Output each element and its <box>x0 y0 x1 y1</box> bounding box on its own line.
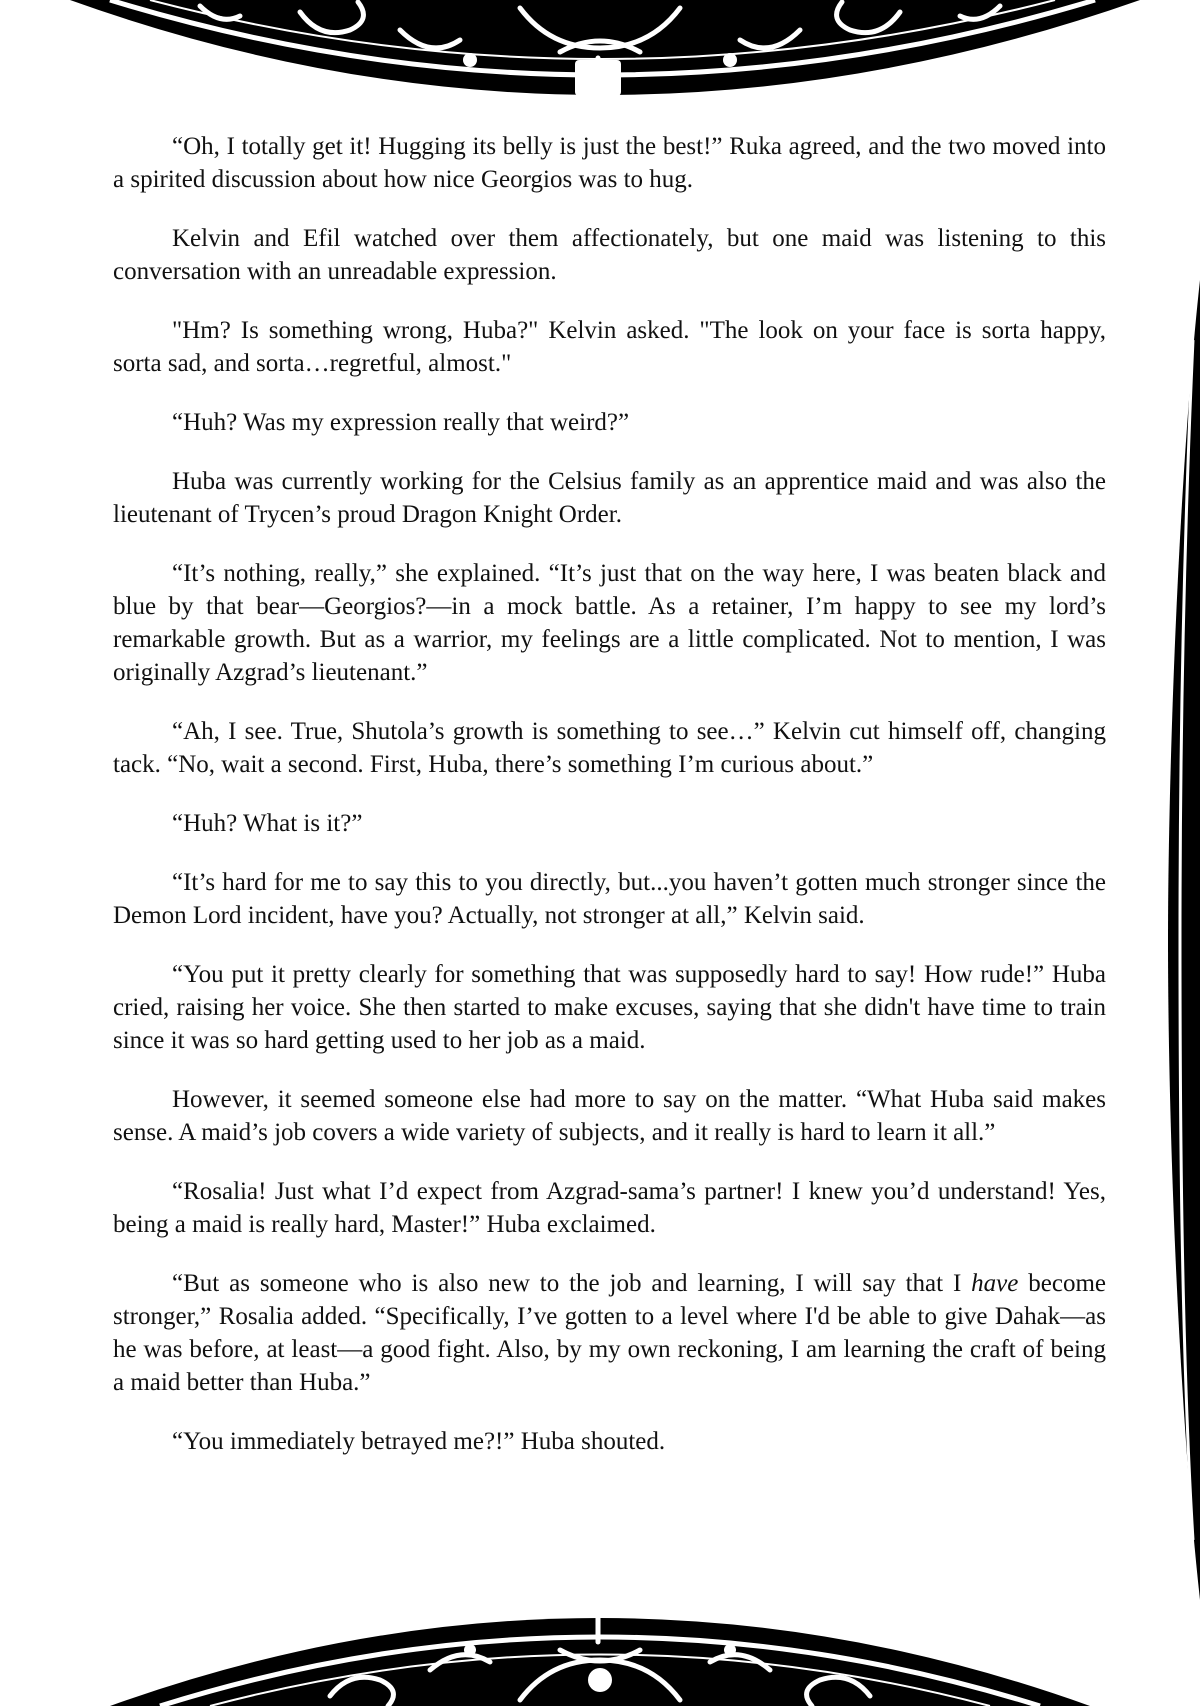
vertical-border-icon <box>1140 280 1200 1600</box>
paragraph: “It’s hard for me to say this to you directly, but...you haven’t gotten much stronger since the Demon Lord incident, have you? Actually, not stronger at all,” Kelvin said. <box>113 869 1106 929</box>
paragraph: "Hm? Is something wrong, Huba?" Kelvin asked. "The look on your face is sorta happy, sorta sad, and sorta…regretful, almost." <box>113 317 1106 377</box>
paragraph: “Ah, I see. True, Shutola’s growth is something to see…” Kelvin cut himself off, changing tack. “No, wait a second. First, Huba, there’s something I’m curious about.” <box>113 718 1106 778</box>
paragraph: Huba was currently working for the Celsius family as an apprentice maid and was also the lieutenant of Trycen’s proud Dragon Knight Order. <box>113 468 1106 528</box>
paragraph-text: become stronger,” Rosalia added. “Specifically, I’ve gotten to a level where I'd be able to give Dahak—as he was before, at least—a good fight. Also, by my own reckoning, I am learning the craft of being a maid better than Huba.” <box>113 1270 1106 1396</box>
paragraph: “Huh? Was my expression really that weird?” <box>172 409 630 436</box>
novel-text <box>113 130 1106 1484</box>
paragraph: “Huh? What is it?” <box>172 810 363 837</box>
paragraph: “Rosalia! Just what I’d expect from Azgrad-sama’s partner! I knew you’d understand! Yes, being a maid is really hard, Master!” Huba exclaimed. <box>113 1178 1106 1238</box>
paragraph: “You put it pretty clearly for something that was supposedly hard to say! How rude!” Huba cried, raising her voice. She then started to make excuses, saying that she didn't have time to train since it was so hard getting used to her job as a maid. <box>113 961 1106 1054</box>
paragraph: “Oh, I totally get it! Hugging its belly is just the best!” Ruka agreed, and the two moved into a spirited discussion about how nice Georgios was to hug. <box>113 133 1106 193</box>
ornamental-footer-icon <box>0 1600 1200 1706</box>
ornamental-header-icon <box>0 0 1200 130</box>
paragraph: However, it seemed someone else had more to say on the matter. “What Huba said makes sense. A maid’s job covers a wide variety of subjects, and it really is hard to learn it all.” <box>113 1086 1106 1146</box>
paragraph: “It’s nothing, really,” she explained. “It’s just that on the way here, I was beaten black and blue by that bear—Georgios?—in a mock battle. As a retainer, I’m happy to see my lord’s remarkable growth. But as a warrior, my feelings are a little complicated. Not to mention, I was originally Azgrad’s lieutenant.” <box>113 560 1106 686</box>
paragraph-text: “But as someone who is also new to the job and learning, I will say that I <box>172 1270 972 1297</box>
paragraph: Kelvin and Efil watched over them affectionately, but one maid was listening to this conversation with an unreadable expression. <box>113 225 1106 285</box>
emphasized-word: have <box>971 1270 1019 1297</box>
paragraph: “You immediately betrayed me?!” Huba shouted. <box>172 1428 666 1455</box>
paragraph <box>113 1267 1106 1399</box>
